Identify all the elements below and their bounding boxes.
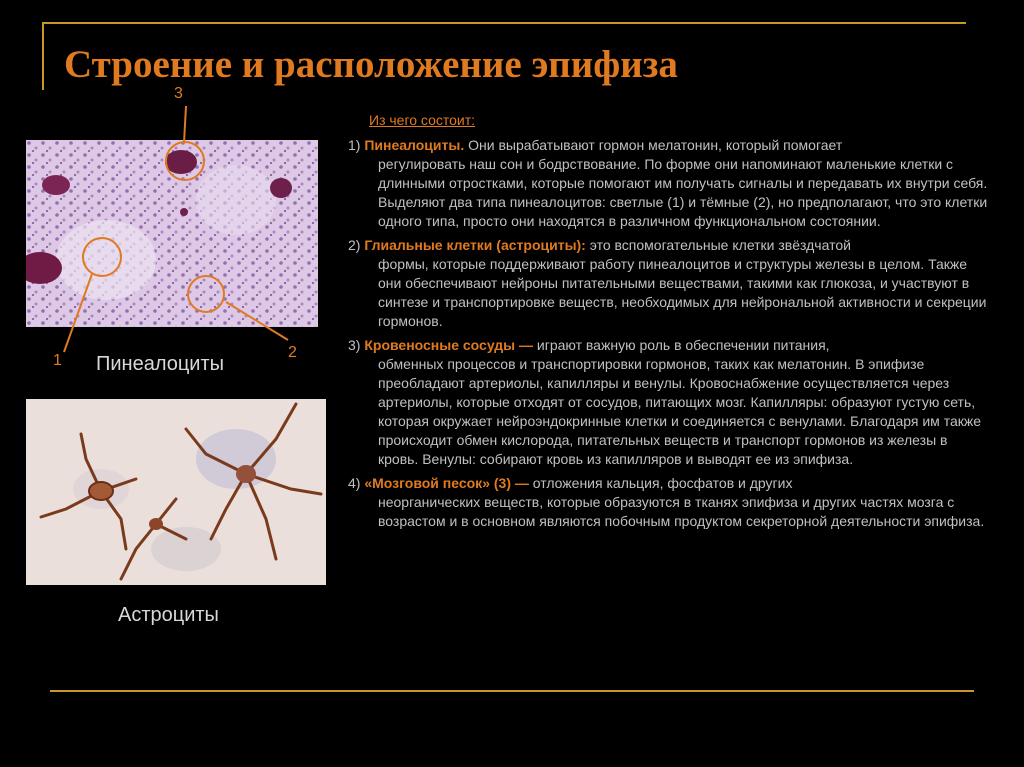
item-body: неорганических веществ, которые образуются в тканях эпифиза и других частях мозга с возрастом и в основном являются побочным продуктом секреторной деятельности эпифиза. bbox=[378, 494, 985, 529]
astrocytes-caption: Астроциты bbox=[118, 604, 219, 626]
item-number: 4) bbox=[348, 475, 361, 491]
item-term: Глиальные клетки (астроциты): bbox=[364, 237, 586, 253]
bottom-rule bbox=[50, 690, 974, 692]
item-body: формы, которые поддерживают работу пинеалоцитов и структуры железы в целом. Также они обеспечивают нейроны питательными веществами, такими как глюкоза, и участвуют в синтезе и транспортировке веществ, необходимых для нейрональной активности и секреции гормонов. bbox=[378, 256, 987, 329]
item-term: «Мозговой песок» (3) — bbox=[364, 475, 529, 491]
item-number: 1) bbox=[348, 137, 361, 153]
item-first-line: отложения кальция, фосфатов и других bbox=[532, 475, 793, 491]
description-text bbox=[348, 111, 988, 536]
label-3: 3 bbox=[174, 85, 183, 102]
item-number: 3) bbox=[348, 337, 361, 353]
item-number: 2) bbox=[348, 237, 361, 253]
description-heading: Из чего состоит: bbox=[369, 112, 476, 128]
astrocytes-micrograph bbox=[26, 399, 326, 585]
item-body: регулировать наш сон и бодрствование. По форме они напоминают маленькие клетки с длинными отростками, которые помогают им получать сигналы и передавать их внутри себя. Выделяют два типа пинеалоцитов: светлые (1) и тёмные (2), но предполагают, что это клетки одного типа, просто они находятся в различном функциональном состоянии. bbox=[378, 156, 988, 229]
item-first-line: это вспомогательные клетки звёздчатой bbox=[589, 237, 851, 253]
label-1: 1 bbox=[53, 352, 62, 369]
list-item bbox=[348, 236, 988, 331]
list-item bbox=[348, 336, 988, 469]
item-first-line: Они вырабатывают гормон мелатонин, который помогает bbox=[468, 137, 843, 153]
slide-title: Строение и расположение эпифиза bbox=[64, 43, 678, 86]
item-first-line: играют важную роль в обеспечении питания, bbox=[536, 337, 830, 353]
list-item bbox=[348, 474, 988, 531]
label-2: 2 bbox=[288, 344, 297, 361]
item-body: обменных процессов и транспортировки гормонов, таких как мелатонин. В эпифизе преобладают артериолы, капилляры и венулы. Кровоснабжение осуществляется через артериолы, которые отходят от сосудов, питающих мозг. Капилляры: образуют густую сеть, которая окружает нейроэндокринные клетки и соединяется с венулами. Благодаря им также происходит обмен кислорода, питательных веществ и транспорт гормонов из железы в кровь. Венулы: собирают кровь из капилляров и выводят ее из эпифиза. bbox=[378, 356, 982, 467]
item-term: Кровеносные сосуды — bbox=[364, 337, 534, 353]
list-item bbox=[348, 136, 988, 231]
pinealocytes-caption: Пинеалоциты bbox=[96, 353, 225, 375]
item-term: Пинеалоциты. bbox=[364, 137, 465, 153]
